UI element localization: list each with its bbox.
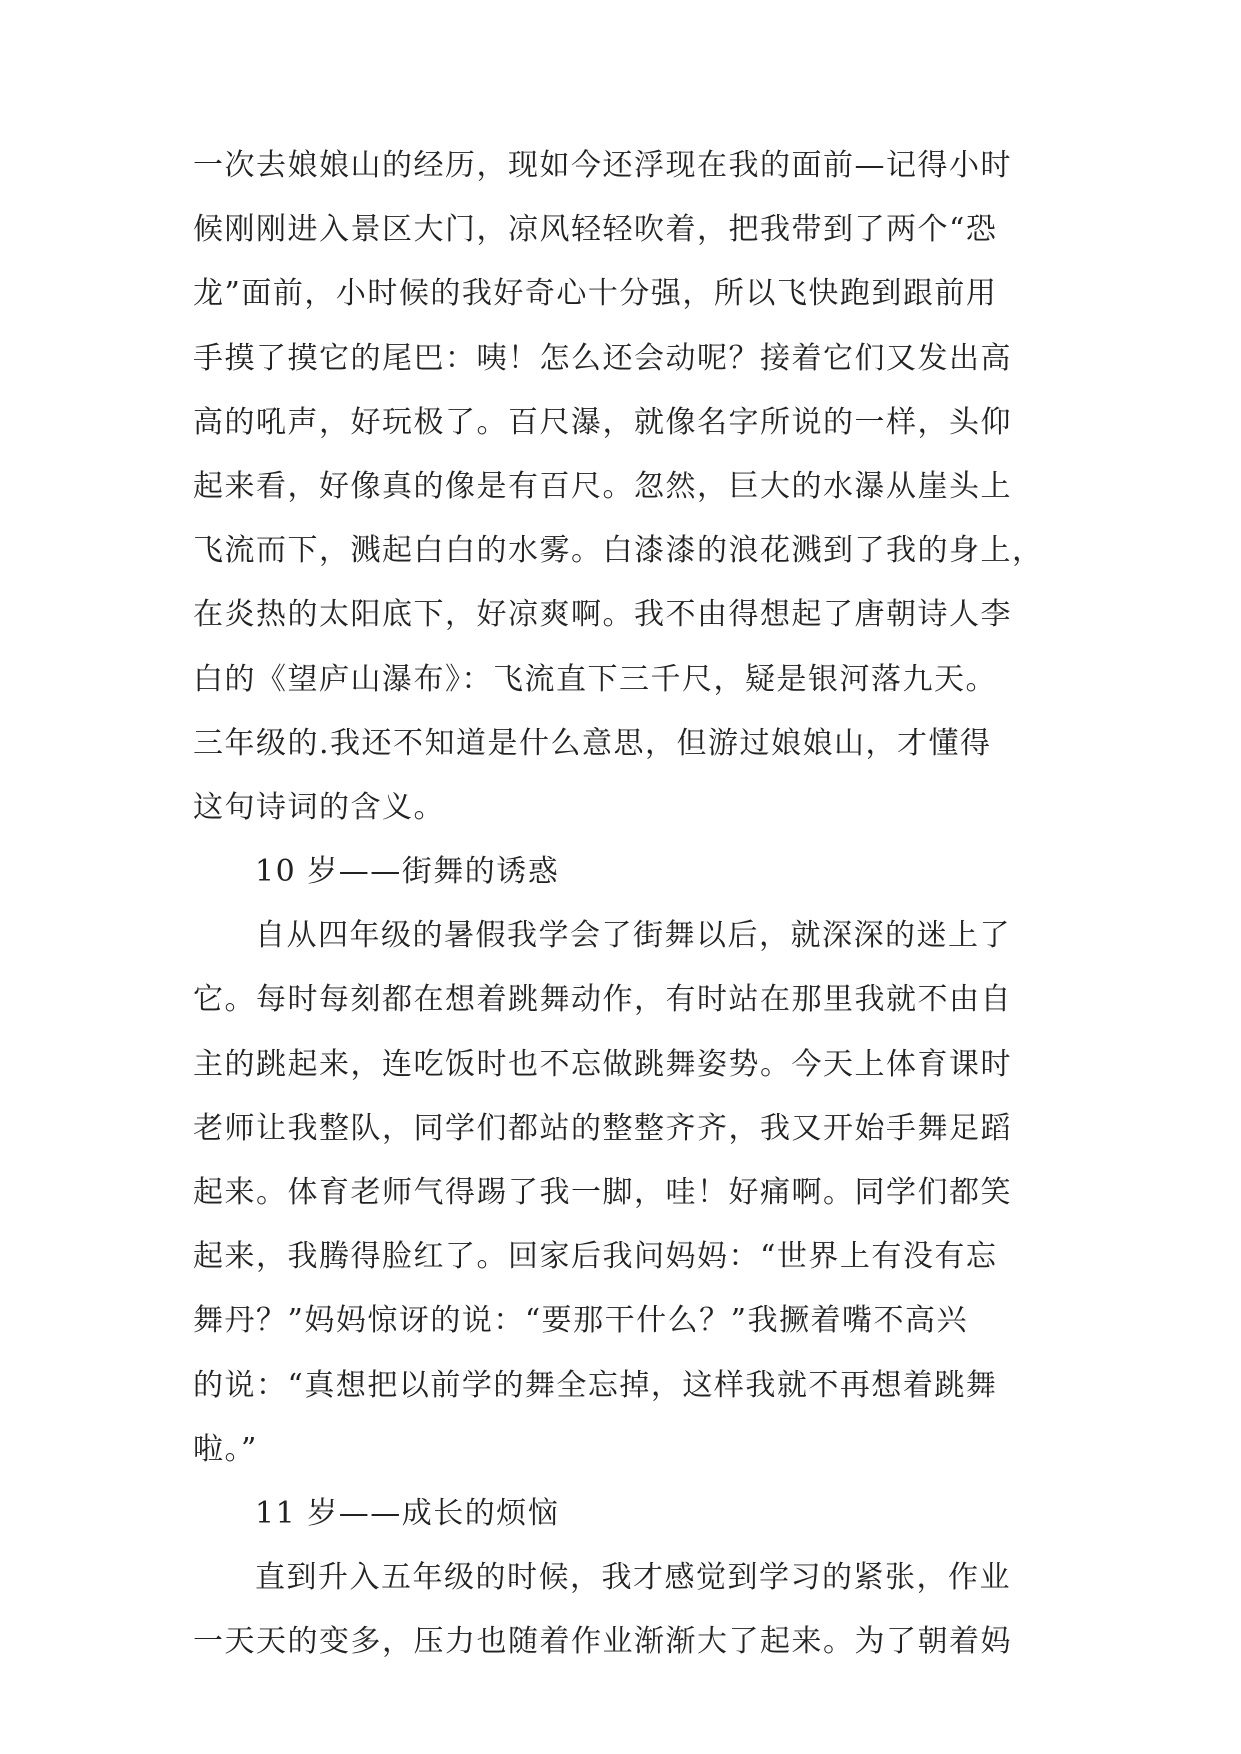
text-line: 舞丹？”妈妈惊讶的说：“要那干什么？”我撅着嘴不高兴 <box>193 1303 969 1339</box>
text-line: 11 岁——成长的烦恼 <box>255 1495 560 1531</box>
text-line: 一天天的变多，压力也随着作业渐渐大了起来。为了朝着妈 <box>193 1624 1012 1660</box>
text-line: 这句诗词的含义。 <box>193 789 445 825</box>
text-line: 的说：“真想把以前学的舞全忘掉，这样我就不再想着跳舞 <box>193 1367 998 1403</box>
text-line: 啦。” <box>193 1431 258 1467</box>
text-line: 老师让我整队，同学们都站的整整齐齐，我又开始手舞足蹈 <box>193 1110 1012 1146</box>
text-line: 手摸了摸它的尾巴：咦！怎么还会动呢？接着它们又发出高 <box>193 340 1012 376</box>
text-line: 飞流而下，溅起白白的水雾。白漆漆的浪花溅到了我的身上， <box>193 533 1044 569</box>
text-line: 起来看，好像真的像是有百尺。忽然，巨大的水瀑从崖头上 <box>193 468 1012 504</box>
text-line: 起来，我腾得脸红了。回家后我问妈妈：“世界上有没有忘 <box>193 1239 998 1275</box>
text-line: 10 岁——街舞的诱惑 <box>255 854 560 890</box>
text-line: 在炎热的太阳底下，好凉爽啊。我不由得想起了唐朝诗人李 <box>193 597 1012 633</box>
text-line: 自从四年级的暑假我学会了街舞以后，就深深的迷上了 <box>255 918 1011 954</box>
text-line: 白的《望庐山瀑布》：飞流直下三千尺，疑是银河落九天。 <box>193 661 997 697</box>
text-line: 直到升入五年级的时候，我才感觉到学习的紧张，作业 <box>255 1560 1011 1596</box>
text-line: 候刚刚进入景区大门，凉风轻轻吹着，把我带到了两个“恐 <box>193 212 998 248</box>
text-line: 起来。体育老师气得踢了我一脚，哇！好痛啊。同学们都笑 <box>193 1175 1012 1210</box>
text-line: 主的跳起来，连吃饭时也不忘做跳舞姿势。今天上体育课时 <box>193 1046 1012 1082</box>
text-line: 龙”面前，小时候的我好奇心十分强，所以飞快跑到跟前用 <box>193 276 998 312</box>
document-body <box>193 134 1053 1675</box>
text-line: 它。每时每刻都在想着跳舞动作，有时站在那里我就不由自 <box>193 982 1012 1018</box>
text-line: 高的吼声，好玩极了。百尺瀑，就像名字所说的一样，头仰 <box>193 404 1012 440</box>
text-line: 三年级的.我还不知道是什么意思，但游过娘娘山，才懂得 <box>193 725 992 761</box>
text-line: 一次去娘娘山的经历，现如今还浮现在我的面前—记得小时 <box>193 148 1012 183</box>
